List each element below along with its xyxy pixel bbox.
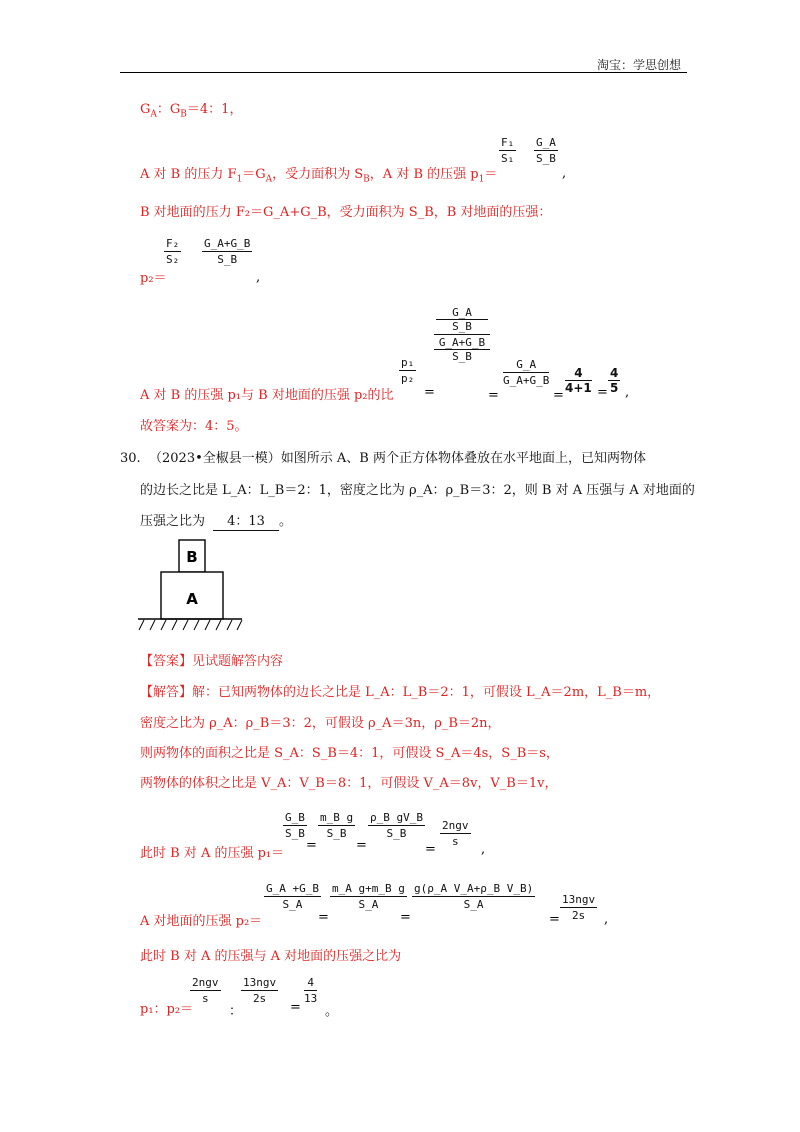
fraction-4-5: 4 5 xyxy=(610,366,619,395)
eq: = xyxy=(553,388,564,403)
answer-blank: 4：13 xyxy=(213,514,279,530)
question-text-1: （2023•全椒县一模）如图所示 A、B 两个正方体物体叠放在水平地面上，已知两物体 xyxy=(149,451,646,466)
pressure-ab-line: A 对 B 的压力 $F_1=G_A$，受力面积为 $S_B$，A 对 B 的压强 $p_1=$ xyxy=(140,167,498,185)
fraction-gagb-sa: $\frac{G\_A +G\_B}{S\_A}$ xyxy=(266,882,319,911)
block-a-label: A xyxy=(186,590,198,608)
p2-label: p₂＝ xyxy=(140,271,167,286)
comma: , xyxy=(562,166,567,181)
fraction-gb-sb: $\frac{G\_B}{S\_B}$ xyxy=(285,811,305,840)
stacked-blocks-figure xyxy=(138,538,244,636)
eq: = xyxy=(290,1000,301,1015)
solution-line-2: 密度之比为 ρ_A：ρ_B＝3：2，可假设 ρ_A＝3n，ρ_B＝2n， xyxy=(140,716,501,731)
period: 。 xyxy=(325,1004,339,1019)
fraction-mag-mbg-sa: $\frac{\text{m\_A g+m\_B g}}{S\_A}$ xyxy=(332,882,405,911)
eq: = xyxy=(400,910,411,925)
fraction-4-13: $\frac{4}{13}$ xyxy=(304,976,318,1005)
fraction-f1-s1: $\frac{\text{F₁}}{\text{S₁}}$ xyxy=(501,136,515,165)
header-divider xyxy=(120,72,687,73)
eq: = xyxy=(597,385,608,400)
eq: = xyxy=(488,388,499,403)
fraction-ga-gagb: $\frac{G\_A}{G\_A+G\_B}$ xyxy=(503,358,550,387)
header-shop: 淘宝：学思创想 xyxy=(597,58,682,72)
fraction-ga-sb: $\frac{G\_A}{S\_B}$ xyxy=(536,136,556,165)
fraction-rhobgvb-sb: $\frac{\text{ρ\_B gV\_B}}{S\_B}$ xyxy=(370,811,423,840)
solution-line-1: 【解答】解：已知两物体的边长之比是 L_A：L_B＝2：1，可假设 L_A＝2m，L_B＝m， xyxy=(140,685,661,700)
eq: = xyxy=(549,912,560,927)
block-b-label: B xyxy=(186,548,198,566)
eq: = xyxy=(425,842,436,857)
fraction-13ngv-2s: 13ngv 2s xyxy=(562,893,596,922)
ground-hatch xyxy=(139,620,242,630)
fraction-2ngv-s: 2ngv s xyxy=(442,819,469,848)
p1-p2-label: p₁：p₂＝ xyxy=(140,1002,194,1017)
ratio-text-line: 此时 B 对 A 的压强与 A 对地面的压强之比为 xyxy=(140,949,402,964)
p2-line: A 对地面的压强 p₂＝ xyxy=(140,914,263,929)
comma: , xyxy=(625,385,630,400)
fraction-gagb-sb: $\frac{G\_A+G\_B}{S\_B}$ xyxy=(204,237,251,266)
fraction-2ngv-s-final: 2ngv s xyxy=(192,976,219,1005)
eq: = xyxy=(356,838,367,853)
fraction-mbg-sb: $\frac{\text{m\_B g}}{S\_B}$ xyxy=(320,811,354,840)
eq: = xyxy=(424,385,435,400)
ratio-p1-p2-line: A 对 B 的压强 p₁与 B 对地面的压强 p₂的比 xyxy=(140,388,394,403)
eq: = xyxy=(318,910,329,925)
fraction-13ngv-2s-final: 13ngv 2s xyxy=(243,976,277,1005)
comma: , xyxy=(481,842,486,857)
eq: = xyxy=(306,838,317,853)
solution-line-3: 则两物体的面积之比是 S_A：S_B＝4：1，可假设 S_A＝4s，S_B＝s， xyxy=(140,746,559,761)
solution-line-4: 两物体的体积之比是 V_A：V_B＝8：1，可假设 V_A＝8v，V_B＝1v， xyxy=(140,776,558,791)
question-number: 30. xyxy=(120,451,141,466)
pressure-b-ground-line: B 对地面的压力 F₂＝G_A+G_B，受力面积为 S_B，B 对地面的压强： xyxy=(140,205,552,220)
complex-fraction: G_A S_B G_A+G_B S_B xyxy=(434,306,490,363)
colon: ： xyxy=(229,1004,243,1019)
fraction-p1-p2: $\frac{\text{p₁}}{\text{p₂}}$ xyxy=(401,356,415,385)
answer-line: 故答案为：4：5。 xyxy=(140,419,248,434)
answer-line: 【答案】见试题解答内容 xyxy=(140,654,284,669)
fraction-4-5plus: 4 4+1 xyxy=(565,366,592,395)
question-text-2: 的边长之比是 L_A：L_B＝2：1，密度之比为 ρ_A：ρ_B＝3：2，则 B 对 A 压强与 A 对地面的 xyxy=(140,483,695,498)
fraction-f2-s2: $\frac{\text{F₂}}{\text{S₂}}$ xyxy=(166,237,180,266)
question-text-3: 压强之比为 4：13 。 xyxy=(140,514,293,529)
fraction-g-rho-sa: $\frac{\text{g(ρ\_A V\_A+ρ\_B V\_B)}}{S\_A}$ xyxy=(414,882,534,911)
comma: , xyxy=(604,912,609,927)
p1-line: 此时 B 对 A 的压强 p₁＝ xyxy=(140,846,285,861)
ratio-line: $G_A$：$G_B=4$：1， xyxy=(140,102,243,120)
comma: , xyxy=(256,270,261,285)
